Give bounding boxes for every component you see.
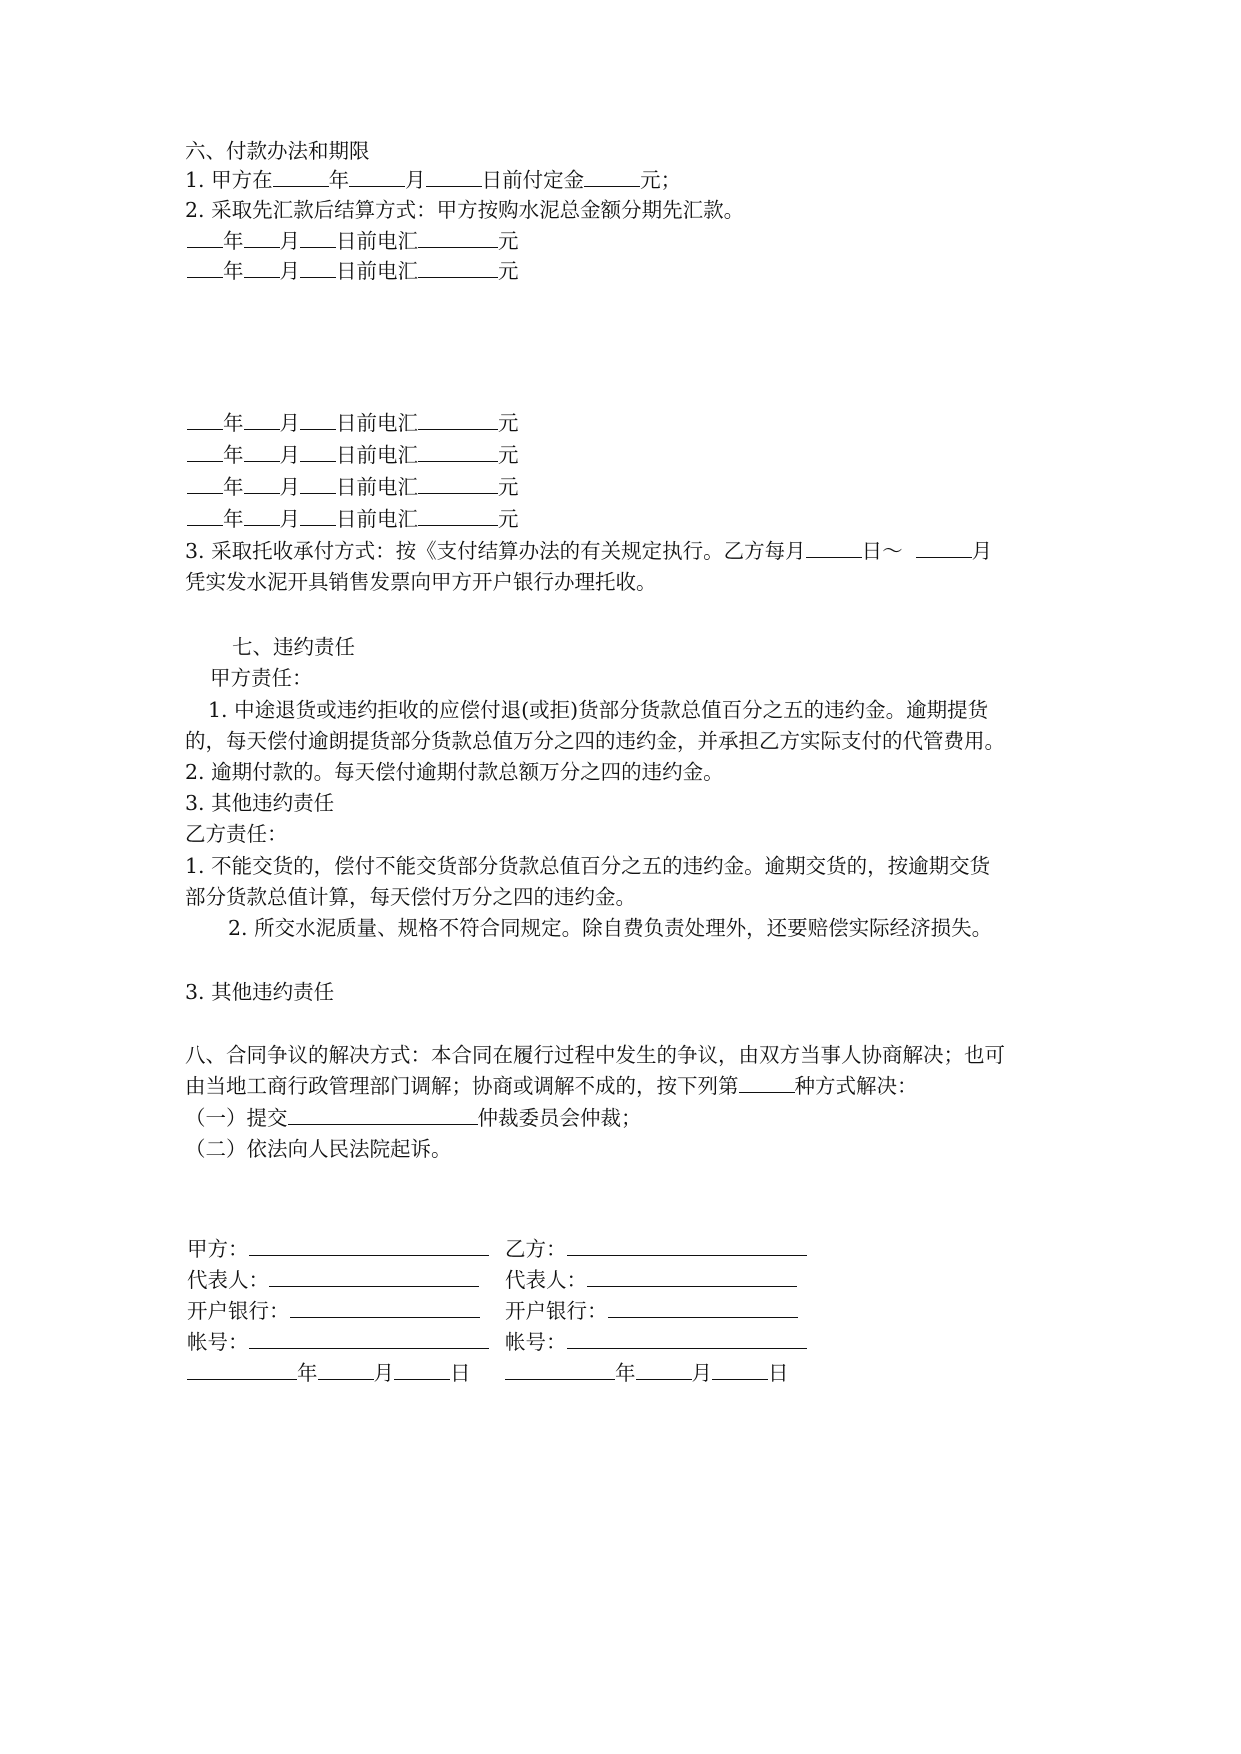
blank-day[interactable] (394, 1359, 450, 1380)
remit-day-label: 日前电汇 (336, 443, 418, 467)
blank-arbitration-commission[interactable] (288, 1104, 478, 1125)
blank-party-a[interactable] (249, 1235, 489, 1256)
remit-unit: 元 (498, 475, 519, 499)
sig-rep-a (187, 1265, 479, 1295)
blank-year[interactable] (273, 166, 329, 187)
section8-option1 (185, 1103, 642, 1133)
sig-account-a-label: 帐号： (187, 1330, 249, 1354)
item3-text-c: 月 (971, 539, 993, 563)
remit-month-label: 月 (279, 475, 300, 499)
sig-date-b-year: 年 (615, 1361, 636, 1385)
remit-month-label: 月 (279, 411, 300, 435)
sig-bank-b-label: 开户银行： (505, 1299, 608, 1323)
blank-month[interactable] (244, 473, 280, 494)
item3-text-a: 3. 采取托收承付方式：按《支付结算办法的有关规定执行。乙方每月 (185, 539, 806, 563)
blank-day[interactable] (300, 473, 336, 494)
blank-year[interactable] (187, 409, 223, 430)
remit-day-label: 日前电汇 (336, 475, 418, 499)
blank-day[interactable] (300, 441, 336, 462)
item1-year-label: 年 (328, 168, 350, 192)
sig-date-a-month: 月 (373, 1361, 394, 1385)
section8-option2: （二）依法向人民法院起诉。 (185, 1137, 452, 1161)
sig-date-a-day: 日 (450, 1361, 471, 1385)
remit-row-6 (187, 504, 519, 534)
blank-amount[interactable] (418, 227, 498, 248)
party-b-item1-line2: 部分货款总值计算，每天偿付万分之四的违约金。 (185, 885, 636, 909)
party-a-item3: 3. 其他违约责任 (185, 791, 335, 815)
remit-year-label: 年 (223, 507, 244, 531)
blank-day[interactable] (806, 537, 862, 558)
sig-party-a-label: 甲方： (187, 1237, 249, 1261)
blank-year[interactable] (187, 257, 223, 278)
blank-year[interactable] (187, 227, 223, 248)
remit-day-label: 日前电汇 (336, 229, 418, 253)
blank-amount[interactable] (418, 409, 498, 430)
blank-account-b[interactable] (567, 1328, 807, 1349)
remit-row-2 (187, 256, 519, 286)
remit-day-label: 日前电汇 (336, 507, 418, 531)
sig-rep-b-label: 代表人： (505, 1268, 587, 1292)
blank-month[interactable] (244, 441, 280, 462)
remit-row-4 (187, 440, 519, 470)
remit-year-label: 年 (223, 475, 244, 499)
party-b-item3: 3. 其他违约责任 (185, 980, 335, 1004)
party-b-liability-heading: 乙方责任： (185, 822, 288, 846)
party-b-item2: 2. 所交水泥质量、规格不符合同规定。除自费负责处理外，还要赔偿实际经济损失。 (228, 916, 993, 940)
blank-month[interactable] (244, 409, 280, 430)
blank-amount[interactable] (418, 257, 498, 278)
section6-item1 (185, 165, 681, 195)
remit-month-label: 月 (279, 507, 300, 531)
sig-party-b (505, 1234, 807, 1264)
section8-line2 (185, 1071, 918, 1101)
blank-year[interactable] (187, 1359, 297, 1380)
section8-line2-text-a: 由当地工商行政管理部门调解；协商或调解不成的，按下列第 (185, 1074, 739, 1098)
section6-title: 六、付款办法和期限 (185, 139, 370, 163)
sig-bank-a (187, 1296, 480, 1326)
item3-text-b: 日～ (861, 539, 903, 563)
blank-amount[interactable] (418, 441, 498, 462)
blank-bank-b[interactable] (608, 1297, 798, 1318)
blank-rep-b[interactable] (587, 1266, 797, 1287)
blank-day[interactable] (300, 505, 336, 526)
item1-month-label: 月 (405, 168, 426, 192)
blank-month[interactable] (636, 1359, 692, 1380)
blank-option-number[interactable] (739, 1072, 795, 1093)
remit-month-label: 月 (279, 259, 300, 283)
blank-month[interactable] (349, 166, 405, 187)
remit-unit: 元 (498, 443, 519, 467)
remit-unit: 元 (498, 229, 519, 253)
item1-unit: 元； (640, 168, 682, 192)
blank-account-a[interactable] (249, 1328, 489, 1349)
sig-account-b-label: 帐号： (505, 1330, 567, 1354)
remit-row-5 (187, 472, 519, 502)
remit-month-label: 月 (279, 229, 300, 253)
item1-text-a: 甲方在 (211, 168, 273, 192)
blank-month[interactable] (318, 1359, 374, 1380)
option1-text-b: 仲裁委员会仲裁； (477, 1106, 642, 1130)
sig-date-a-year: 年 (297, 1361, 318, 1385)
blank-year[interactable] (505, 1359, 615, 1380)
section6-item2: 2. 采取先汇款后结算方式：甲方按购水泥总金额分期先汇款。 (185, 198, 745, 222)
remit-row-1 (187, 226, 519, 256)
sig-date-b (505, 1358, 789, 1388)
blank-day[interactable] (300, 227, 336, 248)
blank-amount[interactable] (418, 473, 498, 494)
remit-year-label: 年 (223, 411, 244, 435)
item1-deposit-label: 日前付定金 (481, 168, 585, 192)
remit-day-label: 日前电汇 (336, 411, 418, 435)
section6-item3-line1 (185, 536, 992, 566)
sig-account-a (187, 1327, 489, 1357)
item1-num: 1. (185, 168, 205, 192)
blank-day[interactable] (300, 257, 336, 278)
blank-year[interactable] (187, 441, 223, 462)
party-a-item1-line1: 1. 中途退货或违约拒收的应偿付退(或拒)货部分货款总值百分之五的违约金。逾期提货 (208, 698, 989, 722)
sig-date-a (187, 1358, 471, 1388)
blank-deposit-amount[interactable] (584, 166, 640, 187)
blank-month[interactable] (916, 537, 972, 558)
blank-day[interactable] (300, 409, 336, 430)
blank-day[interactable] (426, 166, 482, 187)
remit-unit: 元 (498, 259, 519, 283)
remit-year-label: 年 (223, 443, 244, 467)
remit-unit: 元 (498, 507, 519, 531)
remit-unit: 元 (498, 411, 519, 435)
sig-rep-b (505, 1265, 797, 1295)
sig-party-a (187, 1234, 489, 1264)
blank-rep-a[interactable] (269, 1266, 479, 1287)
section6-item3-line2: 凭实发水泥开具销售发票向甲方开户银行办理托收。 (185, 570, 657, 594)
party-b-item1-line1: 1. 不能交货的，偿付不能交货部分货款总值百分之五的违约金。逾期交货的，按逾期交货 (185, 854, 991, 878)
sig-account-b (505, 1327, 807, 1357)
party-a-item1-line2: 的，每天偿付逾朗提货部分货款总值万分之四的违约金，并承担乙方实际支付的代管费用。 (185, 729, 1005, 753)
remit-year-label: 年 (223, 229, 244, 253)
sig-party-b-label: 乙方： (505, 1237, 567, 1261)
option1-text-a: （一）提交 (185, 1106, 288, 1130)
remit-year-label: 年 (223, 259, 244, 283)
sig-bank-b (505, 1296, 798, 1326)
sig-date-b-day: 日 (768, 1361, 789, 1385)
sig-bank-a-label: 开户银行： (187, 1299, 290, 1323)
blank-party-b[interactable] (567, 1235, 807, 1256)
remit-row-3 (187, 408, 519, 438)
section8-line2-text-b: 种方式解决： (794, 1074, 918, 1098)
blank-month[interactable] (244, 505, 280, 526)
blank-month[interactable] (244, 257, 280, 278)
party-a-item2: 2. 逾期付款的。每天偿付逾期付款总额万分之四的违约金。 (185, 760, 724, 784)
sig-rep-a-label: 代表人： (187, 1268, 269, 1292)
section7-title: 七、违约责任 (232, 635, 355, 659)
blank-amount[interactable] (418, 505, 498, 526)
party-a-liability-heading: 甲方责任： (210, 666, 313, 690)
remit-day-label: 日前电汇 (336, 259, 418, 283)
sig-date-b-month: 月 (691, 1361, 712, 1385)
blank-day[interactable] (712, 1359, 768, 1380)
remit-month-label: 月 (279, 443, 300, 467)
blank-year[interactable] (187, 473, 223, 494)
blank-bank-a[interactable] (290, 1297, 480, 1318)
blank-year[interactable] (187, 505, 223, 526)
section8-line1: 八、合同争议的解决方式：本合同在履行过程中发生的争议，由双方当事人协商解决；也可 (185, 1043, 1005, 1067)
blank-month[interactable] (244, 227, 280, 248)
